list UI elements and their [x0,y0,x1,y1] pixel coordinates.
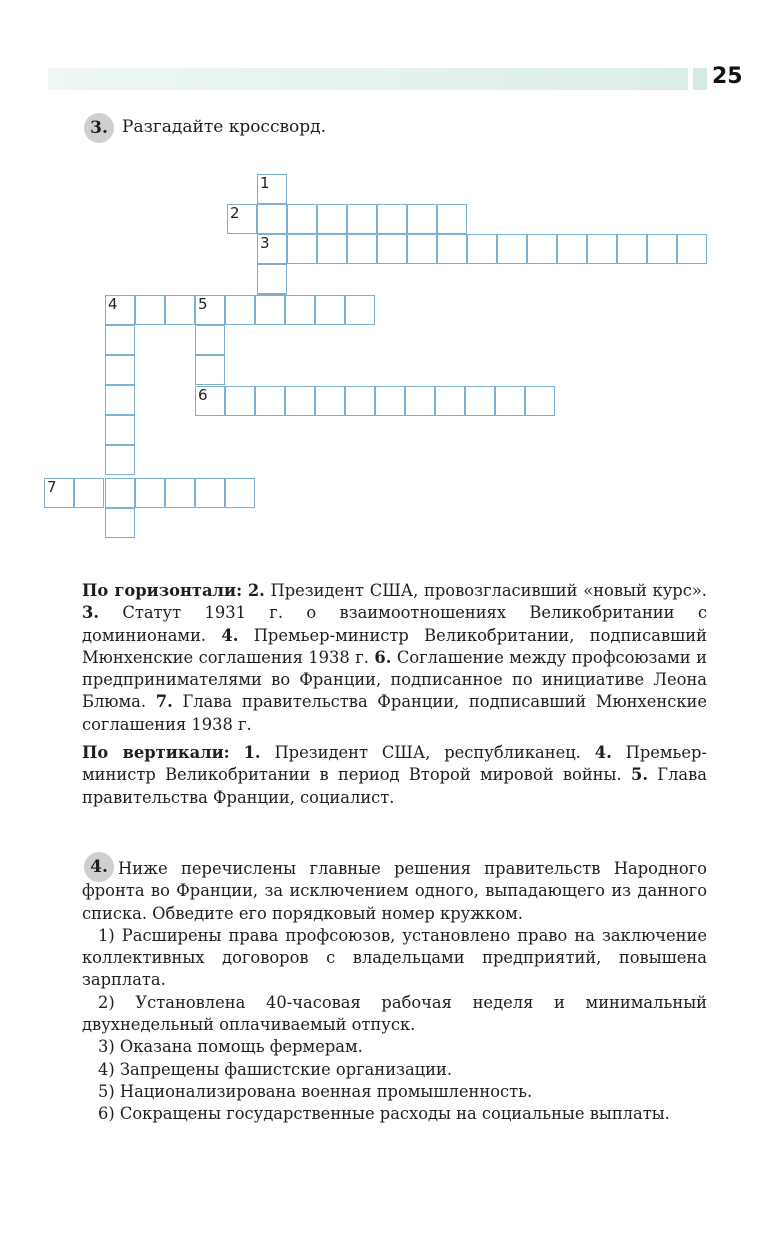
crossword-cell[interactable] [617,234,647,264]
crossword-cell[interactable] [405,386,435,416]
crossword-cell[interactable] [165,295,195,325]
list-item[interactable]: 4) Запрещены фашистские организации. [98,1059,453,1079]
list-item[interactable]: 2) Установлена 40-часовая рабочая неделя и минимальный двухнедельный оплачиваемый отпуск. [82,992,707,1035]
crossword-cell[interactable] [105,445,135,475]
task-4-list [82,925,707,1126]
clue-num: 4. [594,743,612,763]
crossword-cell[interactable] [525,386,555,416]
crossword-cell[interactable] [135,478,165,508]
page-number: 25 [712,64,743,89]
crossword-cell[interactable] [557,234,587,264]
crossword-cell[interactable] [105,478,135,508]
crossword-cell[interactable] [195,295,225,325]
clue-text: Президент США, провозгласивший «новый курс». [270,581,707,600]
crossword-cell[interactable] [497,234,527,264]
crossword-cell[interactable] [257,204,287,234]
clue-number-7: 7 [47,478,57,496]
list-item[interactable]: 1) Расширены права профсоюзов, установлено право на заключение коллективных договоров с владельцами предприятий, повышена зарплата. [82,925,707,990]
horizontal-label: По горизонтали: [82,581,243,600]
crossword-cell[interactable] [225,295,255,325]
task-4 [82,858,707,1126]
crossword-cell[interactable] [587,234,617,264]
list-item[interactable]: 3) Оказана помощь фермерам. [98,1037,363,1057]
crossword-cell[interactable] [105,415,135,445]
list-item[interactable]: 6) Сокращены государственные расходы на социальные выплаты. [98,1104,670,1124]
crossword-cell[interactable] [255,295,285,325]
clue-text: Премьер-министр Великобритании в период Второй мировой войны. [82,743,707,785]
crossword-cell[interactable] [467,234,497,264]
clue-text: Статут 1931 г. о взаимоотношениях Великобритании с доминионами. [82,603,707,645]
clue-number-3: 3 [260,234,270,252]
crossword-cell[interactable] [285,295,315,325]
crossword-cell[interactable] [165,478,195,508]
crossword-cell[interactable] [195,325,225,355]
crossword-cell[interactable] [225,478,255,508]
crossword-cell[interactable] [527,234,557,264]
crossword-cell[interactable] [105,325,135,355]
clue-num: 7. [155,692,173,712]
crossword-cell[interactable] [227,204,257,234]
crossword-cell[interactable] [407,204,437,234]
crossword-cell[interactable] [315,295,345,325]
crossword-cell[interactable] [195,478,225,508]
clue-num: 4. [221,625,239,645]
clue-text: Глава правительства Франции, социалист. [82,765,707,807]
crossword-cell[interactable] [465,386,495,416]
crossword-cell[interactable] [257,174,287,204]
task-3-badge: 3. [84,113,114,143]
crossword-cell[interactable] [44,478,74,508]
crossword-cell[interactable] [347,234,377,264]
crossword-cell[interactable] [225,386,255,416]
crossword-cell[interactable] [105,295,135,325]
crossword-cell[interactable] [647,234,677,264]
clue-number-5: 5 [198,295,208,313]
crossword-cell[interactable] [377,234,407,264]
crossword-cell[interactable] [195,386,225,416]
crossword-cell[interactable] [257,264,287,294]
clue-text: Президент США, республиканец. [274,743,581,763]
vertical-label: По вертикали: [82,743,230,763]
clue-number-6: 6 [198,386,208,404]
clue-num: 6. [374,647,392,667]
crossword-cell[interactable] [135,295,165,325]
crossword-cell[interactable] [195,355,225,385]
crossword-clues [82,580,707,815]
crossword-cell[interactable] [105,508,135,538]
crossword-cell[interactable] [407,234,437,264]
crossword-cell[interactable] [495,386,525,416]
crossword-cell[interactable] [677,234,707,264]
crossword-cell[interactable] [345,386,375,416]
crossword-cell[interactable] [287,204,317,234]
clue-num: 2. [247,581,265,600]
clue-number-1: 1 [260,174,270,192]
crossword-cell[interactable] [345,295,375,325]
header-band [48,68,688,90]
crossword-cell[interactable] [317,204,347,234]
clue-num: 3. [82,603,99,623]
vertical-clues [82,742,707,809]
clue-text: Глава правительства Франции, подписавший Мюнхенские соглашения 1938 г. [82,692,707,734]
crossword-cell[interactable] [317,234,347,264]
task-4-badge: 4. [84,852,114,882]
crossword-cell[interactable] [437,234,467,264]
task-3-instruction: Разгадайте кроссворд. [122,117,327,137]
horizontal-clues [82,580,707,736]
crossword-cell[interactable] [74,478,104,508]
header-band-end [693,68,707,90]
clue-num: 5. [630,765,648,785]
crossword-cell[interactable] [435,386,465,416]
crossword-cell[interactable] [347,204,377,234]
task-4-intro: Ниже перечислены главные решения правительств Народного фронта во Франции, за исключением одного, выпадающего из данного списка. Обведите его порядковый номер кружком. [82,859,707,923]
crossword-cell[interactable] [377,204,407,234]
crossword-cell[interactable] [105,385,135,415]
clue-number-4: 4 [108,295,118,313]
crossword-cell[interactable] [437,204,467,234]
clue-number-2: 2 [230,204,240,222]
crossword-cell[interactable] [287,234,317,264]
clue-num: 1. [243,743,261,763]
crossword-cell[interactable] [375,386,405,416]
clue-text: Соглашение между профсоюзами и предпринимателями во Франции, подписанное по инициативе Леона Блюма. [82,647,707,712]
clue-text: Премьер-министр Великобритании, подписавший Мюнхенские соглашения 1938 г. [82,625,707,667]
list-item[interactable]: 5) Национализирована военная промышленность. [98,1081,533,1101]
crossword-cell[interactable] [105,355,135,385]
crossword-cell[interactable] [255,386,285,416]
crossword-cell[interactable] [315,386,345,416]
crossword-cell[interactable] [257,234,287,264]
crossword-cell[interactable] [285,386,315,416]
